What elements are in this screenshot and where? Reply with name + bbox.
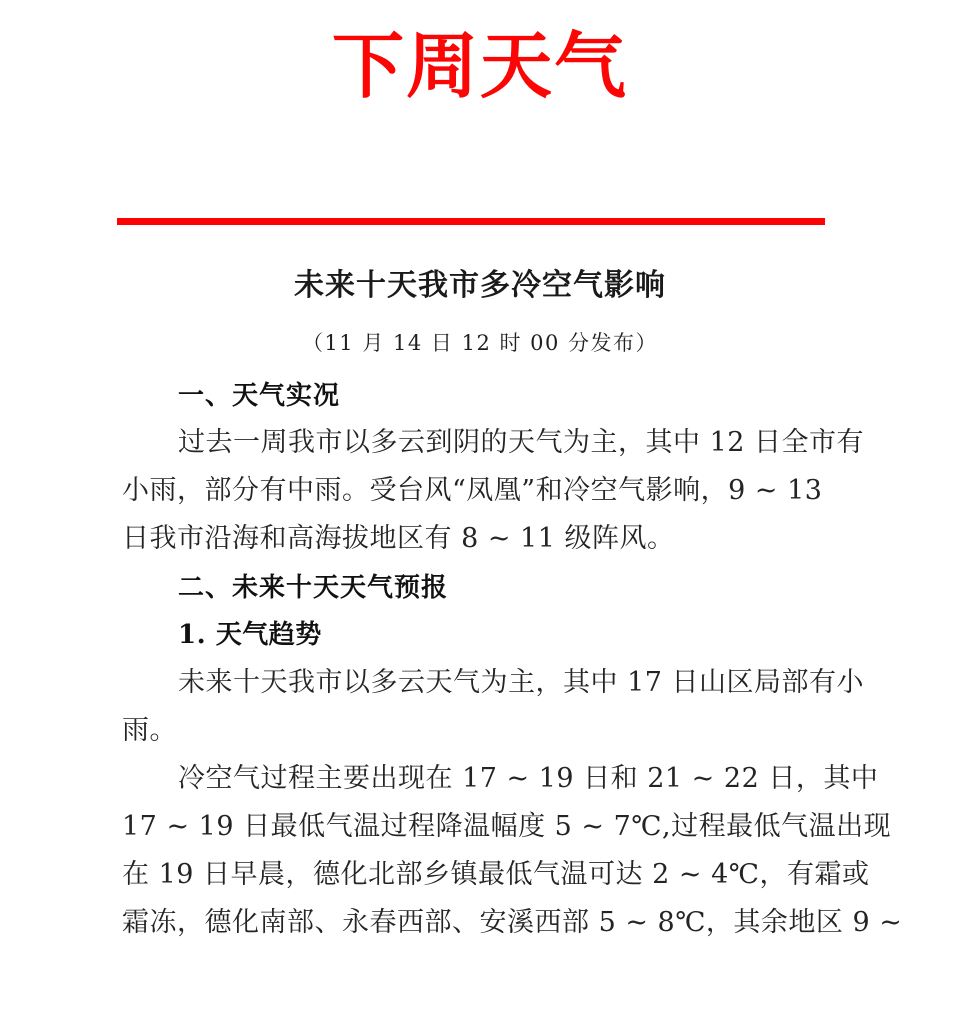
paragraph-line: 雨。	[122, 714, 177, 746]
red-divider-rule	[117, 218, 825, 225]
section-heading-2: 二、未来十天天气预报	[178, 571, 449, 602]
paragraph-line: 冷空气过程主要出现在 17 ~ 19 日和 21 ~ 22 日，其中	[178, 762, 879, 794]
paragraph-trend	[122, 659, 865, 755]
subsection-heading-weather-trend: 1. 天气趋势	[178, 619, 322, 650]
masthead-title: 下周天气	[331, 23, 628, 108]
masthead-banner	[0, 0, 960, 200]
paragraph-line: 霜冻，德化南部、永春西部、安溪西部 5 ~ 8℃，其余地区 9 ~	[122, 906, 903, 938]
section-heading-1: 一、天气实况	[178, 379, 341, 410]
document-body	[0, 248, 960, 947]
paragraph-line: 小雨，部分有中雨。受台风“凤凰”和冷空气影响，9 ~ 13	[122, 474, 823, 506]
paragraph-line: 未来十天我市以多云天气为主，其中 17 日山区局部有小	[178, 666, 865, 698]
paragraph-line: 17 ~ 19 日最低气温过程降温幅度 5 ~ 7℃,过程最低气温出现	[122, 810, 892, 842]
section-weather-conditions	[122, 371, 865, 563]
page-title: 未来十天我市多冷空气影响	[294, 268, 666, 303]
paragraph-line: 过去一周我市以多云到阴的天气为主，其中 12 日全市有	[178, 426, 865, 458]
article-content	[0, 371, 960, 947]
section-ten-day-forecast	[122, 563, 903, 947]
paragraph-past-week	[122, 419, 865, 563]
paragraph-line: 在 19 日早晨，德化北部乡镇最低气温可达 2 ~ 4℃，有霜或	[122, 858, 870, 890]
paragraph-line: 日我市沿海和高海拔地区有 8 ~ 11 级阵风。	[122, 522, 675, 554]
issued-timestamp: （11 月 14 日 12 时 00 分发布）	[301, 330, 659, 355]
paragraph-cold-air	[122, 755, 903, 947]
